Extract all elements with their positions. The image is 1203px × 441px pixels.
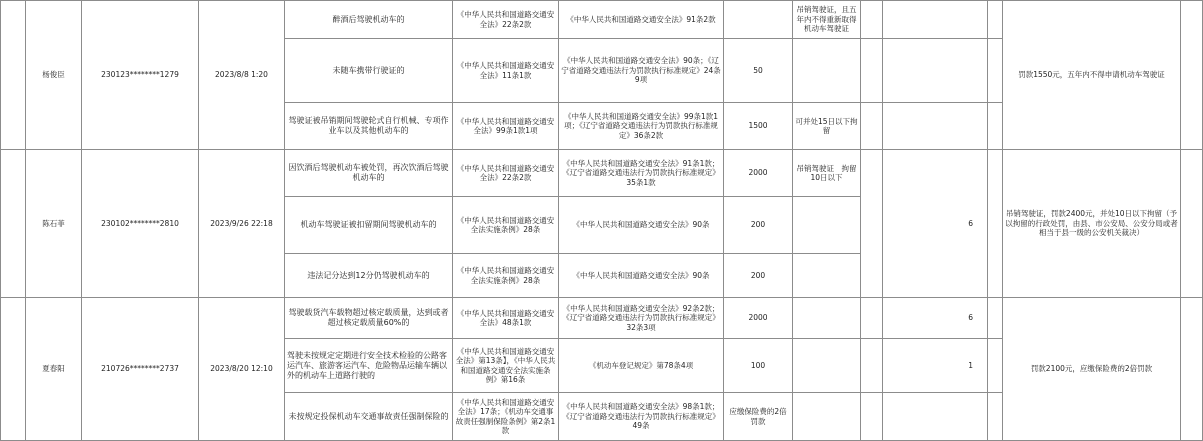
- points-cell: 6: [883, 150, 988, 298]
- violation-desc: 驾驶证被吊销期间驾驶轮式自行机械、专项作业车以及其他机动车的: [285, 103, 453, 150]
- violation-law: 《中华人民共和国道路交通安全法》11条1款: [453, 39, 559, 103]
- penalty-basis: 《中华人民共和国道路交通安全法》91条2款: [559, 1, 724, 39]
- person-name: 杨俊臣: [26, 1, 82, 150]
- table-row: [1, 1, 1203, 39]
- empty-cell: [988, 339, 1003, 393]
- violation-law: 《中华人民共和国道路交通安全法》22条2款: [453, 1, 559, 39]
- empty-cell: [861, 339, 883, 393]
- empty-cell: [861, 1, 883, 39]
- violation-desc: 因饮酒后驾驶机动车被处罚，再次饮酒后驾驶机动车的: [285, 150, 453, 197]
- violation-time: 2023/9/26 22:18: [199, 150, 285, 298]
- violation-law: 《中华人民共和国道路交通安全法》99条1款1项: [453, 103, 559, 150]
- penalty-basis: 《中华人民共和国道路交通安全法》98条1款；《辽宁省道路交通违法行为罚款执行标准规定》49条: [559, 393, 724, 441]
- points-cell: [883, 393, 988, 441]
- penalty-basis: 《中华人民共和国道路交通安全法》90条: [559, 197, 724, 254]
- points-cell: 1: [883, 339, 988, 393]
- other-penalty: 吊销驾驶证 拘留10日以下: [793, 150, 861, 197]
- empty-cell: [988, 393, 1003, 441]
- empty-cell: [861, 298, 883, 339]
- other-penalty: [793, 393, 861, 441]
- empty-cell: [861, 39, 883, 103]
- empty-cell: [1181, 298, 1203, 441]
- violation-time: 2023/8/20 12:10: [199, 298, 285, 441]
- points-cell: [883, 103, 988, 150]
- penalty-basis: 《机动车登记规定》第78条4项: [559, 339, 724, 393]
- violation-desc: 违法记分达到12分仍驾驶机动车的: [285, 254, 453, 298]
- penalty-basis: 《中华人民共和国道路交通安全法》90条: [559, 254, 724, 298]
- penalty-summary: 罚款1550元，五年内不得申请机动车驾驶证: [1003, 1, 1181, 150]
- violation-desc: 醉酒后驾驶机动车的: [285, 1, 453, 39]
- violation-law: 《中华人民共和国道路交通安全法》22条2款: [453, 150, 559, 197]
- violation-desc: 机动车驾驶证被扣留期间驾驶机动车的: [285, 197, 453, 254]
- empty-cell: [861, 150, 883, 298]
- fine-amount: 100: [724, 339, 793, 393]
- fine-amount: 1500: [724, 103, 793, 150]
- fine-amount: 50: [724, 39, 793, 103]
- table-row: [1, 150, 1203, 197]
- violation-desc: 未按规定投保机动车交通事故责任强制保险的: [285, 393, 453, 441]
- violation-law: 《中华人民共和国道路交通安全法实施条例》28条: [453, 254, 559, 298]
- person-name: 陈石菲: [26, 150, 82, 298]
- fine-amount: [724, 1, 793, 39]
- fine-amount: 2000: [724, 298, 793, 339]
- penalty-summary: 罚款2100元，应缴保险费的2倍罚款: [1003, 298, 1181, 441]
- violation-desc: 未随车携带行驶证的: [285, 39, 453, 103]
- person-id: 230123********1279: [82, 1, 199, 150]
- other-penalty: 吊销驾驶证，且五年内不得重新取得机动车驾驶证: [793, 1, 861, 39]
- penalty-basis: 《中华人民共和国道路交通安全法》92条2款；《辽宁省道路交通违法行为罚款执行标准规定》32条3项: [559, 298, 724, 339]
- penalty-basis: 《中华人民共和国道路交通安全法》90条；《辽宁省道路交通违法行为罚款执行标准规定》24条9项: [559, 39, 724, 103]
- penalty-basis: 《中华人民共和国道路交通安全法》99条1款1项；《辽宁省道路交通违法行为罚款执行标准规定》36条2款: [559, 103, 724, 150]
- penalty-basis: 《中华人民共和国道路交通安全法》91条1款；《辽宁省道路交通违法行为罚款执行标准规定》35条1款: [559, 150, 724, 197]
- violation-time: 2023/8/8 1:20: [199, 1, 285, 150]
- row-index-cell: [1, 298, 26, 441]
- empty-cell: [861, 103, 883, 150]
- table-row: [1, 298, 1203, 339]
- fine-amount: 2000: [724, 150, 793, 197]
- empty-cell: [988, 1, 1003, 39]
- other-penalty: [793, 339, 861, 393]
- violation-law: 《中华人民共和国道路交通安全法实施条例》28条: [453, 197, 559, 254]
- violation-law: 《中华人民共和国道路交通安全法》17条；《机动车交通事故责任强制保险条例》第2条1款: [453, 393, 559, 441]
- empty-cell: [988, 298, 1003, 339]
- other-penalty: [793, 39, 861, 103]
- other-penalty: [793, 197, 861, 254]
- row-index-cell: [1, 150, 26, 298]
- person-id: 210726********2737: [82, 298, 199, 441]
- empty-cell: [988, 150, 1003, 298]
- violation-desc: 驾驶未按规定定期进行安全技术检验的公路客运汽车、旅游客运汽车、危险物品运输车辆以外的机动车上道路行驶的: [285, 339, 453, 393]
- points-cell: [883, 39, 988, 103]
- person-id: 230102********2810: [82, 150, 199, 298]
- person-name: 夏春阳: [26, 298, 82, 441]
- points-cell: [883, 1, 988, 39]
- violation-law: 《中华人民共和国道路交通安全法》48条1款: [453, 298, 559, 339]
- empty-cell: [988, 103, 1003, 150]
- row-index-cell: [1, 1, 26, 150]
- empty-cell: [1181, 150, 1203, 298]
- empty-cell: [861, 393, 883, 441]
- other-penalty: 可并处15日以下拘留: [793, 103, 861, 150]
- penalty-summary: 吊销驾驶证，罚款2400元，并处10日以下拘留（予以拘留的行政处罚，由县、市公安局、公安分局或者相当于县一级的公安机关裁决）: [1003, 150, 1181, 298]
- points-cell: 6: [883, 298, 988, 339]
- other-penalty: [793, 254, 861, 298]
- fine-amount: 200: [724, 254, 793, 298]
- other-penalty: [793, 298, 861, 339]
- empty-cell: [988, 39, 1003, 103]
- violation-desc: 驾驶载货汽车载物超过核定载质量，达到或者超过核定载质量60%的: [285, 298, 453, 339]
- fine-amount: 200: [724, 197, 793, 254]
- fine-amount: 应缴保险费的2倍罚款: [724, 393, 793, 441]
- empty-cell: [1181, 1, 1203, 150]
- violation-law: 《中华人民共和国道路交通安全法》第13条】，《中华人民共和国道路交通安全法实施条例》第16条: [453, 339, 559, 393]
